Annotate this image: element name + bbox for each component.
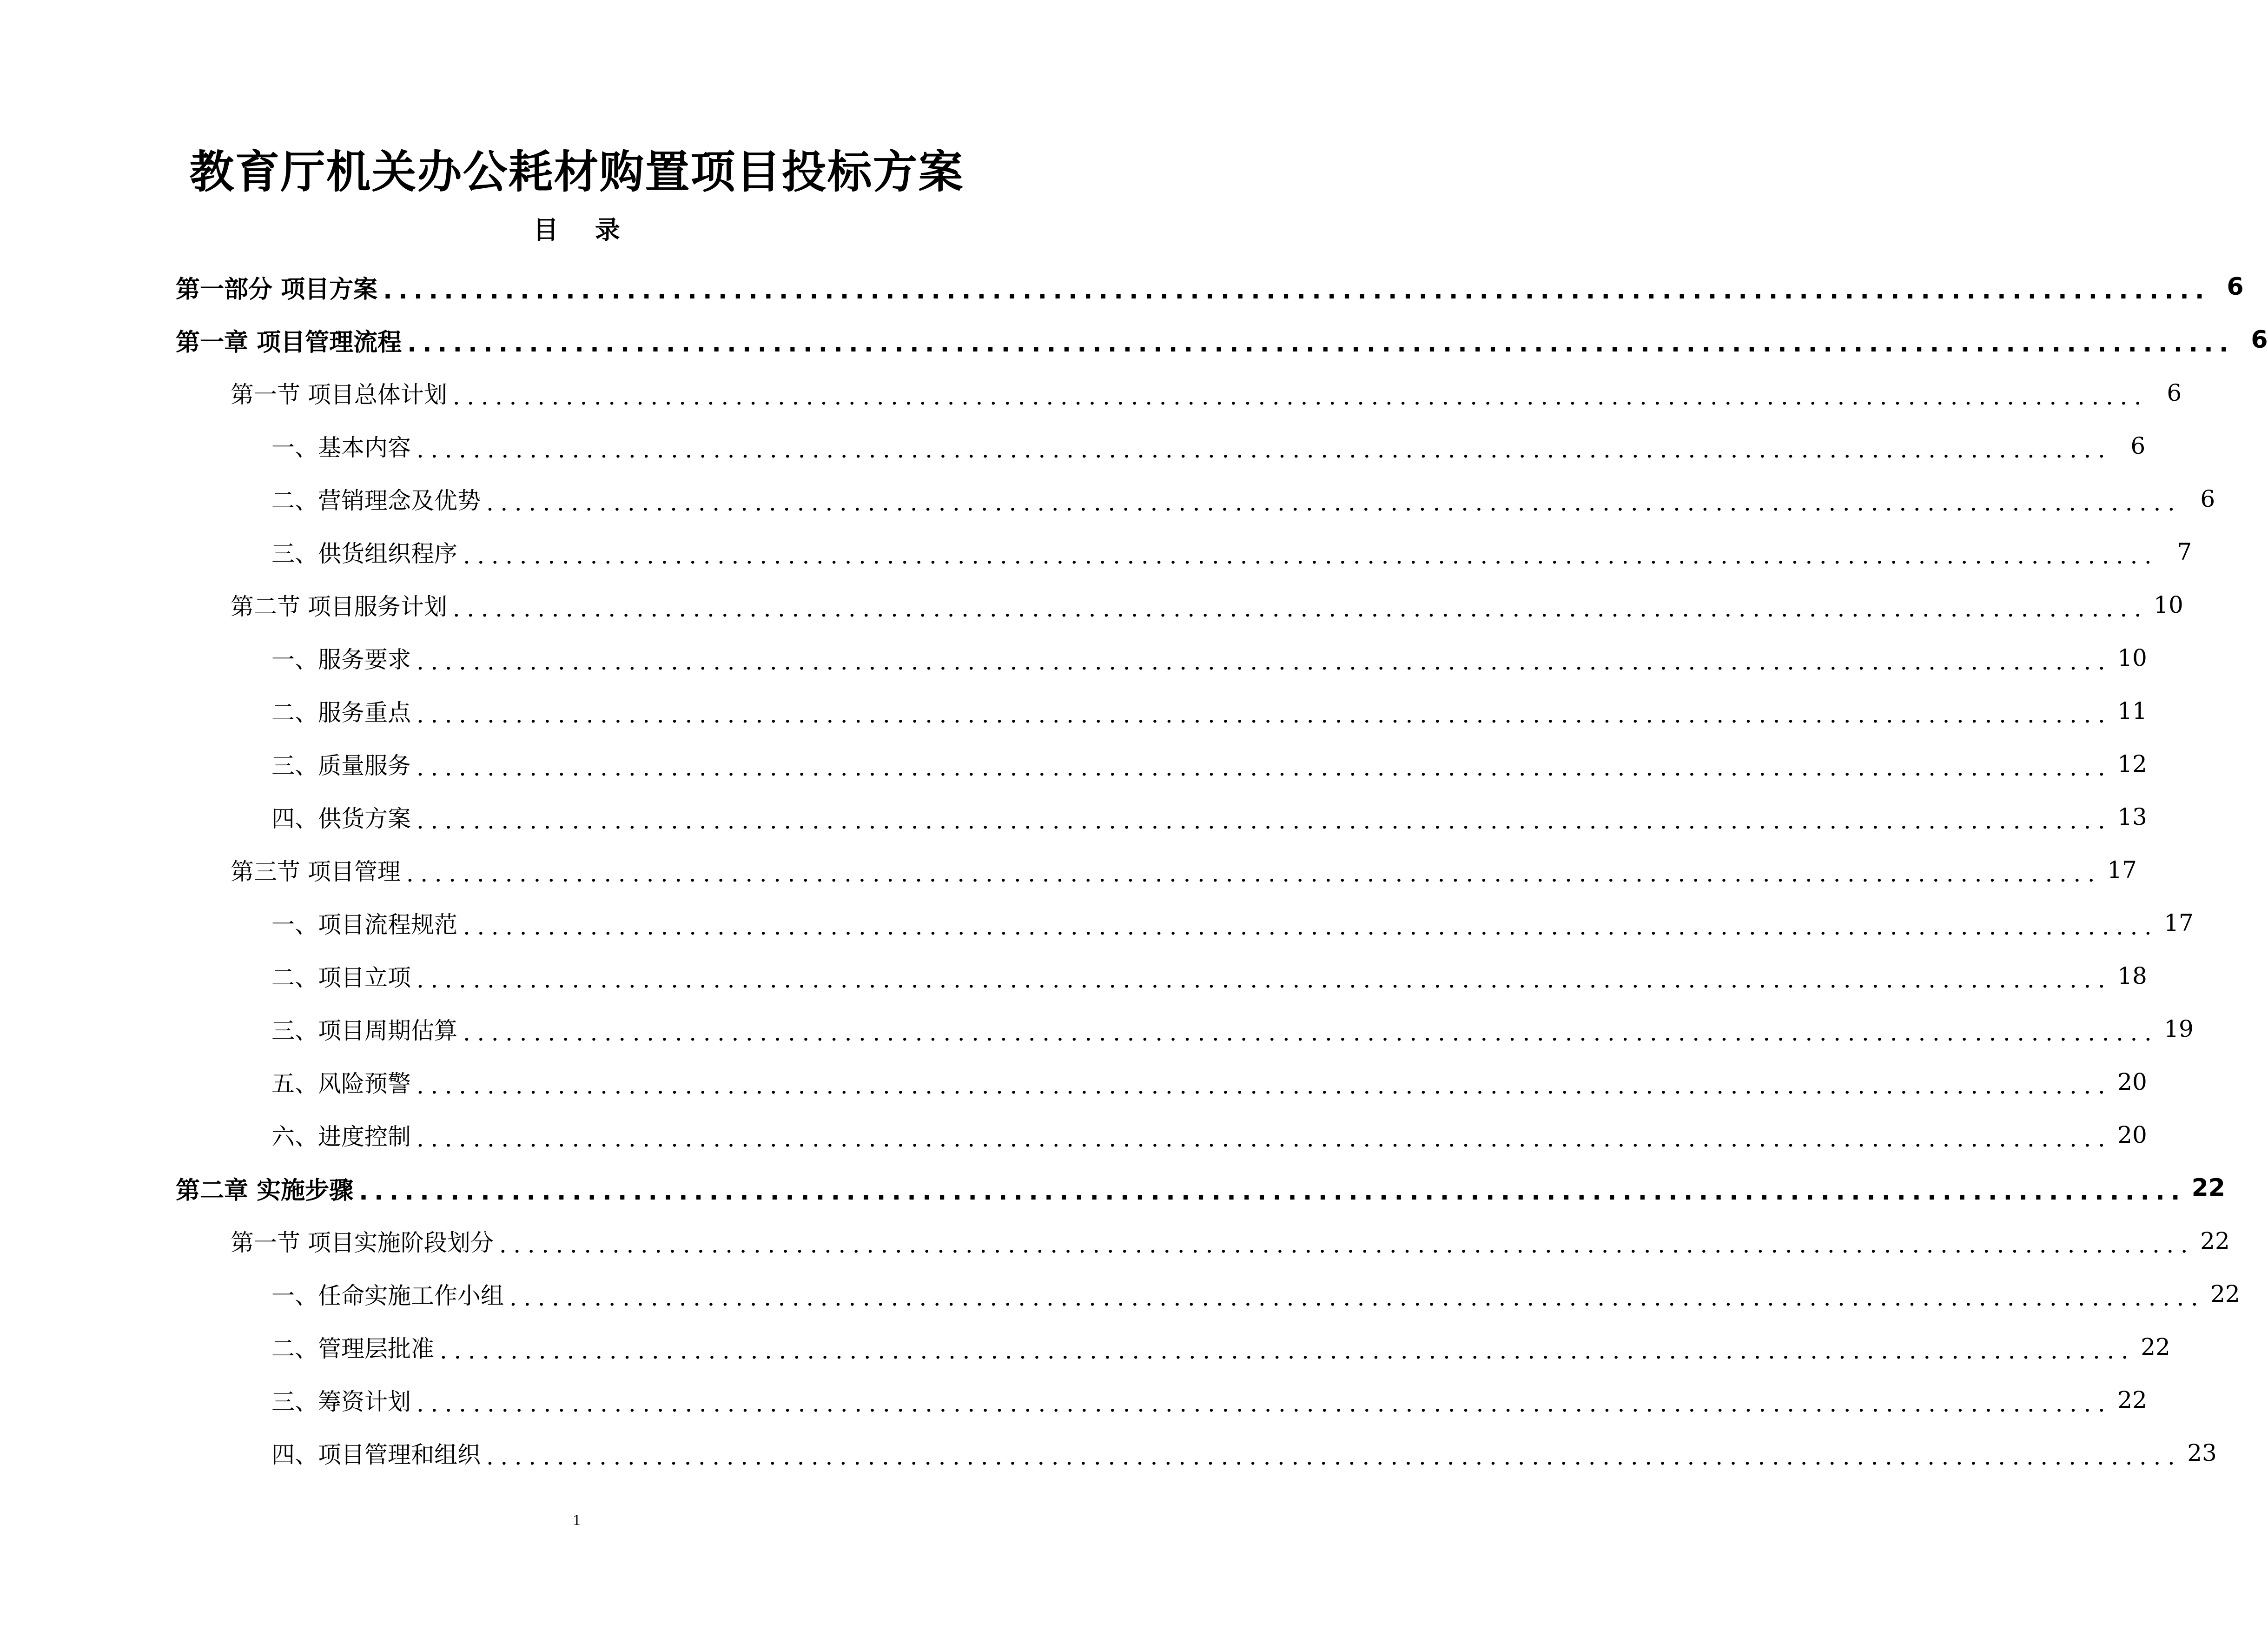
- toc-entry-label: 一、基本内容: [271, 434, 411, 461]
- toc-entry-page: 6: [2200, 485, 2215, 512]
- toc-entry[interactable]: [0, 737, 2147, 790]
- toc-entry[interactable]: [0, 1108, 2147, 1161]
- toc-entry[interactable]: [0, 525, 2192, 578]
- toc-dot-leader: ........................................................................................................................: [499, 1231, 2195, 1258]
- toc-entry[interactable]: [0, 578, 2183, 631]
- toc-dot-leader: ........................................................................................................................: [463, 913, 2159, 940]
- toc-entry[interactable]: [0, 260, 2244, 313]
- toc-entry-label: 一、任命实施工作小组: [271, 1282, 504, 1309]
- toc-entry-label: 第一节 项目总体计划: [231, 381, 447, 408]
- toc-entry-page: 10: [2154, 591, 2183, 618]
- toc-entry-page: 17: [2107, 856, 2137, 883]
- toc-entry-page: 22: [2200, 1227, 2230, 1254]
- toc-dot-leader: ........................................................................................................................: [463, 1019, 2159, 1046]
- toc-dot-leader: ........................................................................................................................: [452, 383, 2149, 410]
- toc-entry-page: 20: [2117, 1121, 2147, 1148]
- toc-entry-page: 6: [2251, 326, 2268, 354]
- toc-entry[interactable]: [0, 1426, 2217, 1479]
- toc-entry-label: 四、项目管理和组织: [271, 1441, 481, 1468]
- toc-entry-label: 三、项目周期估算: [271, 1017, 457, 1044]
- toc-entry-page: 13: [2117, 803, 2147, 830]
- toc-entry-label: 二、营销理念及优势: [271, 487, 481, 514]
- toc-entry-page: 20: [2117, 1068, 2147, 1095]
- toc-dot-leader: ........................................................................................................................: [406, 860, 2102, 887]
- toc-entry-page: 7: [2177, 538, 2192, 565]
- toc-entry[interactable]: [0, 843, 2137, 896]
- toc-entry[interactable]: [0, 1320, 2170, 1373]
- toc-dot-leader: ........................................................................................................................: [417, 1125, 2112, 1152]
- toc-entry-label: 第三节 项目管理: [231, 858, 401, 885]
- toc-entry[interactable]: [0, 313, 2268, 366]
- toc-entry-page: 6: [2130, 432, 2146, 459]
- document-title: 教育厅机关办公耗材购置项目投标方案: [189, 146, 964, 198]
- toc-entry-page: 12: [2117, 750, 2147, 777]
- toc-entry-label: 第一节 项目实施阶段划分: [231, 1229, 494, 1256]
- toc-entry[interactable]: [0, 472, 2215, 525]
- toc-entry-label: 二、项目立项: [271, 964, 411, 991]
- toc-entry-label: 五、风险预警: [271, 1070, 411, 1097]
- toc-entry-page: 17: [2164, 909, 2194, 936]
- toc-dot-leader: ........................................................................................................................: [417, 1390, 2112, 1417]
- toc-dot-leader: ........................................................................................................................: [509, 1284, 2205, 1311]
- toc-dot-leader: ........................................................................................................................: [486, 1443, 2182, 1470]
- toc-dot-leader: ........................................................................................................................: [463, 542, 2159, 569]
- toc-entry[interactable]: [0, 1214, 2230, 1267]
- toc-dot-leader: ........................................................................................................................: [417, 648, 2112, 675]
- toc-entry-label: 一、服务要求: [271, 646, 411, 673]
- toc-dot-leader: ........................................................................................................................: [440, 1337, 2136, 1364]
- toc-entry[interactable]: [0, 896, 2194, 949]
- toc-dot-leader: ........................................................................................................................: [417, 966, 2112, 993]
- toc-entry-label: 四、供货方案: [271, 805, 411, 832]
- toc-entry-label: 第二章 实施步骤: [176, 1176, 354, 1205]
- toc-dot-leader: ........................................................................................................................: [407, 330, 2235, 358]
- toc-entry-label: 第一部分 项目方案: [176, 275, 378, 304]
- toc-entry-page: 22: [2210, 1280, 2240, 1307]
- toc-entry-page: 22: [2117, 1386, 2147, 1413]
- table-of-contents: [0, 260, 2268, 1479]
- toc-dot-leader: ........................................................................................................................: [417, 754, 2112, 781]
- toc-dot-leader: ........................................................................................................................: [417, 1072, 2112, 1099]
- toc-entry-page: 19: [2164, 1015, 2194, 1042]
- toc-entry-label: 二、服务重点: [271, 699, 411, 726]
- toc-entry-page: 18: [2117, 962, 2147, 989]
- toc-entry-page: 11: [2117, 697, 2147, 724]
- toc-dot-leader: ........................................................................................................................: [486, 489, 2182, 516]
- toc-entry[interactable]: [0, 1161, 2225, 1214]
- toc-entry-label: 三、质量服务: [271, 752, 411, 779]
- toc-entry[interactable]: [0, 684, 2147, 737]
- toc-dot-leader: ........................................................................................................................: [359, 1178, 2186, 1206]
- toc-entry[interactable]: [0, 1002, 2194, 1055]
- toc-dot-leader: ........................................................................................................................: [417, 701, 2112, 728]
- page-number: 1: [573, 1512, 581, 1529]
- toc-entry-label: 六、进度控制: [271, 1123, 411, 1150]
- toc-entry-label: 三、供货组织程序: [271, 540, 457, 567]
- toc-entry-label: 二、管理层批准: [271, 1335, 434, 1362]
- toc-entry[interactable]: [0, 631, 2147, 684]
- toc-entry-label: 三、筹资计划: [271, 1388, 411, 1415]
- toc-entry[interactable]: [0, 419, 2146, 472]
- toc-entry-page: 6: [2227, 273, 2244, 301]
- toc-entry[interactable]: [0, 1267, 2240, 1320]
- toc-dot-leader: ........................................................................................................................: [417, 436, 2112, 463]
- toc-entry[interactable]: [0, 790, 2147, 843]
- toc-entry-label: 第一章 项目管理流程: [176, 328, 402, 357]
- toc-dot-leader: ........................................................................................................................: [417, 807, 2112, 834]
- toc-entry[interactable]: [0, 1055, 2147, 1108]
- toc-entry[interactable]: [0, 1373, 2147, 1426]
- toc-entry-page: 23: [2187, 1439, 2217, 1466]
- toc-entry[interactable]: [0, 366, 2182, 419]
- toc-entry-page: 22: [2191, 1174, 2225, 1202]
- toc-entry[interactable]: [0, 949, 2147, 1002]
- toc-entry-page: 10: [2117, 644, 2147, 671]
- toc-dot-leader: ........................................................................................................................: [452, 595, 2149, 622]
- toc-dot-leader: ........................................................................................................................: [383, 277, 2210, 305]
- toc-entry-page: 6: [2167, 379, 2182, 406]
- toc-entry-page: 22: [2141, 1333, 2170, 1360]
- toc-entry-label: 一、项目流程规范: [271, 911, 457, 938]
- toc-entry-label: 第二节 项目服务计划: [231, 593, 447, 620]
- toc-heading: 目 录: [533, 215, 634, 245]
